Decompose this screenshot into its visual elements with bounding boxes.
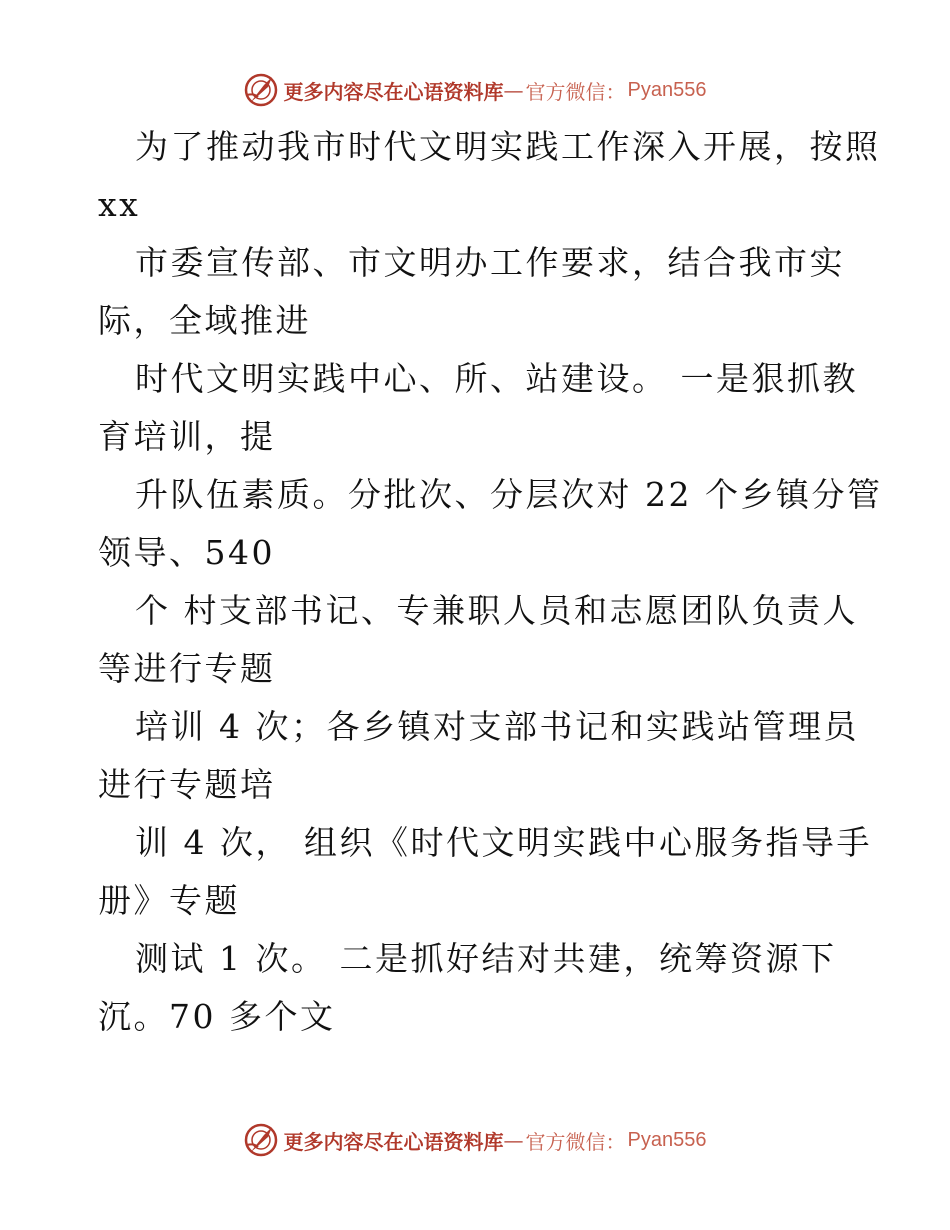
paragraph-line: xx	[98, 185, 141, 224]
paragraph-line: 训 4 次， 组织《时代文明实践中心服务指导手	[135, 823, 872, 862]
paragraph-line: 培训 4 次；各乡镇对支部书记和实践站管理员	[135, 707, 859, 746]
watermark-dash: —	[503, 1128, 524, 1152]
watermark-wechat-label: 官方微信：	[525, 79, 626, 104]
watermark-wechat-id: Pyan556	[627, 1128, 707, 1151]
watermark-wechat-id: Pyan556	[627, 78, 707, 101]
paragraph-line: 时代文明实践中心、所、站建设。 一是狠抓教	[135, 359, 858, 398]
quill-pen-logo-icon	[244, 73, 278, 107]
paragraph-line: 市委宣传部、市文明办工作要求，结合我市实	[135, 243, 845, 282]
paragraph-line: 测试 1 次。 二是抓好结对共建，统筹资源下	[135, 939, 837, 978]
paragraph-line: 为了推动我市时代文明实践工作深入开展，按照	[135, 127, 881, 166]
document-body	[98, 118, 883, 1046]
watermark-dash: —	[503, 78, 524, 102]
paragraph-line: 个 村支部书记、专兼职人员和志愿团队负责人	[135, 591, 858, 630]
watermark-main-text: 更多内容尽在心语资料库	[283, 79, 504, 104]
paragraph-line: 进行专题培	[98, 765, 276, 804]
header-watermark-banner	[0, 70, 950, 110]
watermark-main-text: 更多内容尽在心语资料库	[283, 1129, 504, 1154]
paragraph-line: 册》专题	[98, 881, 240, 920]
watermark-wechat-label: 官方微信：	[525, 1129, 626, 1154]
paragraph-line: 领导、540	[98, 533, 275, 572]
quill-pen-logo-icon	[244, 1123, 278, 1157]
paragraph-line: 等进行专题	[98, 649, 276, 688]
paragraph-line: 升队伍素质。分批次、分层次对 22 个乡镇分管	[135, 475, 883, 514]
paragraph-line: 际，全域推进	[98, 301, 311, 340]
paragraph-line: 育培训，提	[98, 417, 276, 456]
paragraph-line: 沉。70 多个文	[98, 997, 336, 1036]
footer-watermark-banner	[0, 1120, 950, 1160]
